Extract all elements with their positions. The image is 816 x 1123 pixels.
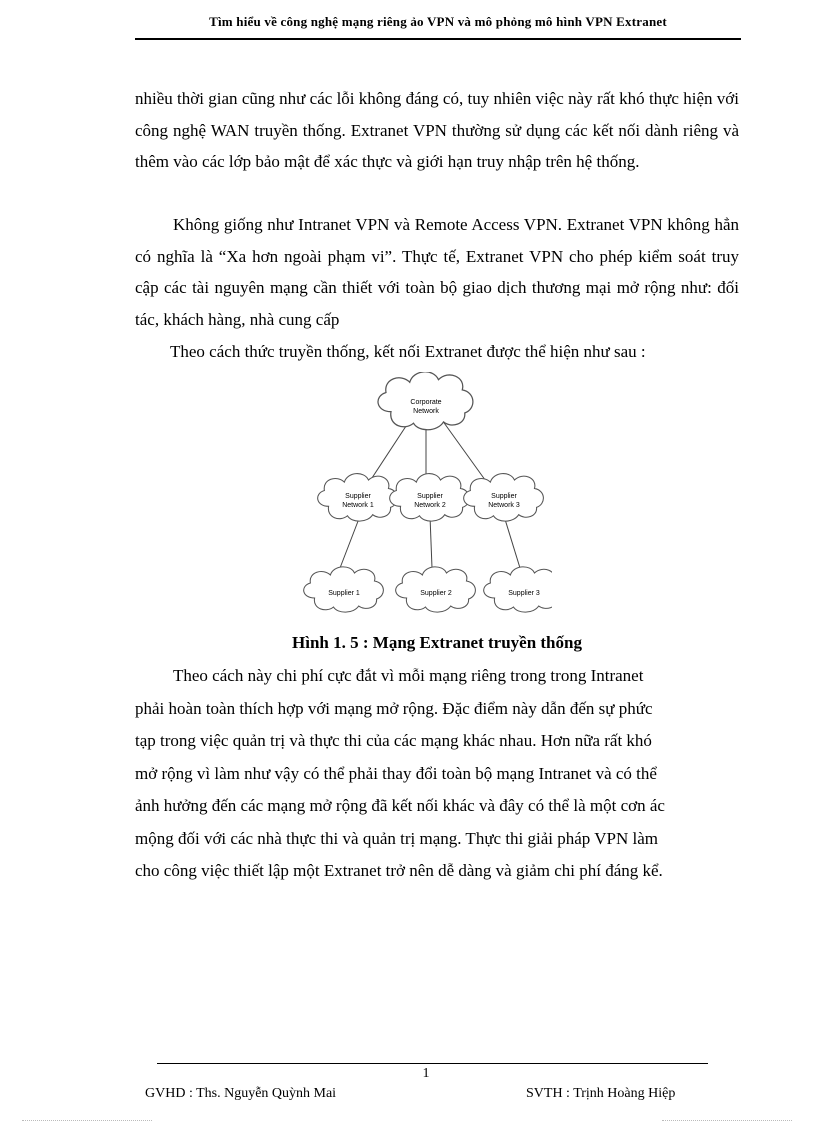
paragraph-4-line: cho công việc thiết lập một Extranet trở nên dễ dàng và giảm chi phí đáng kể.	[135, 861, 663, 880]
footer-advisor: GVHD : Ths. Nguyễn Quỳnh Mai	[145, 1086, 337, 1101]
paragraph-4-line: ảnh hưởng đến các mạng mở rộng đã kết nối khác và đây có thể là một cơn ác	[135, 796, 665, 815]
supplier-network-2-label-2: Network 2	[414, 502, 446, 509]
page-edge-dots-right	[662, 1120, 792, 1121]
paragraph-4	[135, 660, 739, 888]
page-number: 1	[422, 1066, 430, 1081]
supplier-network-1-label-2: Network 1	[342, 502, 374, 509]
supplier-1-label: Supplier 1	[328, 590, 360, 597]
paragraph-4-line: Theo cách này chi phí cực đắt vì mỗi mạng riêng trong trong Intranet	[173, 666, 644, 685]
extranet-diagram	[300, 372, 552, 618]
figure-caption: Hình 1. 5 : Mạng Extranet truyền thống	[292, 633, 582, 652]
footer-student: SVTH : Trịnh Hoàng Hiệp	[526, 1086, 676, 1101]
supplier-3-label: Supplier 3	[508, 590, 540, 597]
paragraph-1: nhiều thời gian cũng như các lỗi không đáng có, tuy nhiên việc này rất khó thực hiện với công nghệ WAN truyền thống. Extranet VPN thường sử dụng các kết nối dành riêng và thêm vào các lớp bảo mật để xác thực và giới hạn truy nhập trên hệ thống.	[135, 89, 739, 171]
paragraph-4-line: tạp trong việc quản trị và thực thi của các mạng khác nhau. Hơn nữa rất khó	[135, 731, 652, 750]
paragraph-2: Không giống như Intranet VPN và Remote Access VPN. Extranet VPN không hẳn có nghĩa là “Xa hơn ngoài phạm vi”. Thực tế, Extranet VPN cho phép kiểm soát truy cập các tài nguyên mạng cần thiết với toàn bộ giao dịch thương mại mở rộng như: đối tác, khách hàng, nhà cung cấp	[135, 215, 739, 329]
supplier-network-3-label-2: Network 3	[488, 502, 520, 509]
supplier-2-label: Supplier 2	[420, 590, 452, 597]
footer-rule	[157, 1063, 708, 1064]
paragraph-4-line: mộng đối với các nhà thực thi và quản trị mạng. Thực thi giải pháp VPN làm	[135, 828, 658, 848]
page-header-title: Tìm hiểu về công nghệ mạng riêng ảo VPN và mô phỏng mô hình VPN Extranet	[209, 14, 667, 29]
corporate-label-2: Network	[413, 408, 439, 415]
page-edge-dots-left	[22, 1120, 152, 1121]
paragraph-4-line: mở rộng vì làm như vậy có thể phải thay đổi toàn bộ mạng Intranet và có thể	[135, 763, 657, 783]
header-rule	[135, 38, 741, 40]
corporate-label-1: Corporate	[410, 399, 442, 406]
paragraph-3: Theo cách thức truyền thống, kết nối Extranet được thể hiện như sau :	[170, 342, 646, 361]
paragraph-4-line: phải hoàn toàn thích hợp với mạng mở rộng. Đặc điểm này dẫn đến sự phức	[135, 698, 653, 718]
supplier-network-2-label-1: Supplier	[417, 493, 443, 500]
supplier-network-1-label-1: Supplier	[345, 493, 371, 500]
supplier-network-3-label-1: Supplier	[491, 493, 517, 500]
